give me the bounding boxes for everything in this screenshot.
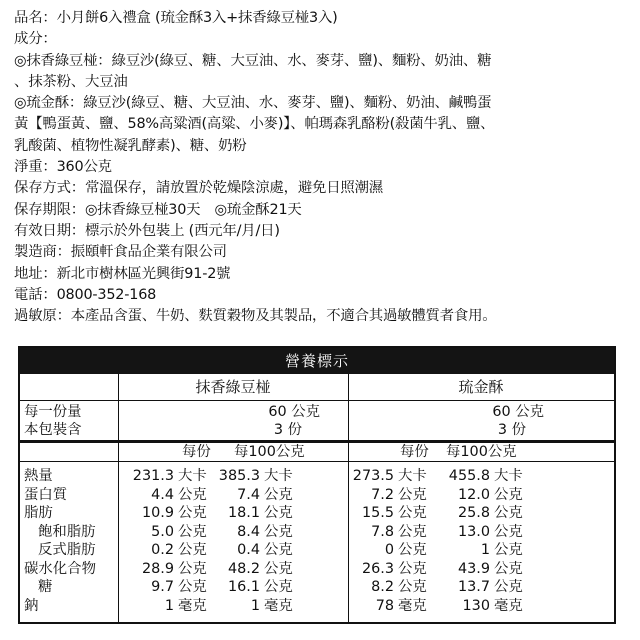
nutrient-unit: 公克	[264, 542, 293, 558]
nutrient-unit: 大卡	[178, 468, 207, 484]
nutrient-unit: 公克	[264, 505, 293, 521]
nutrient-value: 12.0	[457, 486, 490, 503]
info-line: 、抹茶粉、大豆油	[14, 73, 128, 90]
nutrient-label: 糖	[38, 579, 53, 595]
nutrient-value: 8.4	[237, 523, 260, 540]
nutrient-value: 7.8	[371, 523, 394, 540]
info-line: 地址：新北市樹林區光興街91-2號	[14, 265, 231, 282]
nutrition-table	[18, 346, 616, 624]
info-line: 品名：小月餅6入禮盒 (琉金酥3入+抹香綠豆椪3入)	[14, 10, 338, 26]
info-line: ◎琉金酥：綠豆沙(綠豆、糖、大豆油、水、麥芽、鹽)、麵粉、奶油、鹹鴨蛋	[14, 95, 492, 112]
nutrient-unit: 公克	[494, 523, 523, 540]
col-header-per-100g-1: 每100公克	[234, 444, 305, 460]
nutrient-value: 8.2	[371, 579, 394, 595]
col-header-per-100g-2: 每100公克	[446, 444, 517, 460]
nutrient-value: 10.9	[141, 505, 174, 521]
nutrient-value: 7.2	[371, 486, 394, 503]
serving-size-value-2: 60 公克	[492, 404, 544, 420]
nutrient-value: 455.8	[448, 468, 490, 484]
nutrient-unit: 大卡	[264, 468, 293, 484]
nutrient-value: 0.2	[151, 542, 174, 558]
nutrient-value: 13.7	[457, 579, 490, 595]
servings-value-1: 3 份	[273, 422, 302, 438]
nutrient-unit: 毫克	[178, 597, 207, 614]
info-line: 保存期限：◎抹香綠豆椪30天 ◎琉金酥21天	[14, 201, 302, 218]
nutrient-label: 碳水化合物	[24, 560, 96, 577]
nutrient-label: 反式脂肪	[38, 542, 96, 558]
nutrient-unit: 毫克	[398, 597, 427, 614]
nutrient-value: 9.7	[151, 579, 174, 595]
product-header-2: 琉金酥	[458, 378, 504, 396]
nutrient-unit: 公克	[494, 579, 523, 595]
product-header-1: 抹香綠豆椪	[195, 378, 271, 396]
nutrient-unit: 大卡	[494, 468, 523, 484]
nutrient-value: 1	[480, 542, 490, 558]
nutrient-value: 4.4	[151, 486, 174, 503]
nutrient-unit: 公克	[494, 486, 523, 503]
nutrient-value: 1	[250, 597, 260, 614]
info-line: 電話：0800-352-168	[14, 286, 157, 303]
info-line: 成分：	[14, 31, 57, 48]
nutrient-value: 15.5	[361, 505, 394, 521]
nutrient-label: 熱量	[24, 468, 53, 484]
nutrient-unit: 公克	[398, 486, 427, 503]
nutrient-label: 蛋白質	[24, 486, 68, 503]
nutrient-value: 0	[384, 542, 394, 558]
info-line: 製造商：振頤軒食品企業有限公司	[14, 244, 227, 261]
nutrient-label: 脂肪	[24, 505, 53, 521]
info-line: 過敏原：本產品含蛋、牛奶、麩質穀物及其製品，不適合其過敏體質者食用。	[14, 308, 497, 325]
nutrient-label: 飽和脂肪	[38, 523, 96, 540]
info-line: 淨重：360公克	[14, 159, 112, 176]
info-line: 有效日期：標示於外包裝上 (西元年/月/日)	[14, 222, 280, 239]
nutrient-value: 1	[164, 597, 174, 614]
nutrient-value: 7.4	[237, 486, 260, 503]
nutrient-unit: 毫克	[264, 597, 293, 614]
nutrient-unit: 公克	[494, 542, 523, 558]
nutrient-unit: 公克	[178, 486, 207, 503]
nutrient-value: 16.1	[227, 579, 260, 595]
servings-label: 本包裝含	[24, 422, 82, 438]
nutrient-value: 78	[375, 597, 394, 614]
nutrient-value: 130	[462, 597, 490, 614]
nutrient-unit: 公克	[178, 542, 207, 558]
nutrient-unit: 公克	[264, 523, 293, 540]
nutrient-label: 鈉	[24, 597, 39, 614]
nutrient-value: 28.9	[141, 560, 174, 577]
nutrient-unit: 公克	[398, 579, 427, 595]
nutrient-unit: 公克	[264, 579, 293, 595]
nutrient-unit: 公克	[398, 560, 427, 577]
nutrient-value: 231.3	[132, 468, 174, 484]
nutrition-title: 營養標示	[20, 348, 614, 374]
nutrient-unit: 公克	[398, 505, 427, 521]
divider	[20, 400, 614, 401]
info-line: 保存方式：常溫保存，請放置於乾燥陰涼處，避免日照潮濕	[14, 180, 383, 197]
nutrient-value: 18.1	[227, 505, 260, 521]
nutrient-value: 385.3	[218, 468, 260, 484]
nutrient-unit: 公克	[494, 560, 523, 577]
product-info	[14, 8, 630, 327]
divider	[20, 440, 614, 443]
nutrient-unit: 公克	[494, 505, 523, 521]
nutrient-unit: 公克	[398, 542, 427, 558]
col-header-per-serving-1: 每份	[182, 444, 211, 460]
nutrient-value: 48.2	[227, 560, 260, 577]
nutrient-unit: 公克	[398, 523, 427, 540]
nutrient-value: 5.0	[151, 523, 174, 540]
nutrient-value: 273.5	[352, 468, 394, 484]
nutrient-value: 13.0	[457, 523, 490, 540]
divider	[20, 461, 614, 462]
nutrient-unit: 大卡	[398, 468, 427, 484]
serving-size-label: 每一份量	[24, 404, 82, 420]
nutrient-unit: 公克	[178, 579, 207, 595]
nutrient-value: 43.9	[457, 560, 490, 577]
nutrient-unit: 公克	[264, 486, 293, 503]
nutrient-value: 26.3	[361, 560, 394, 577]
nutrient-unit: 公克	[178, 523, 207, 540]
nutrient-unit: 毫克	[494, 597, 523, 614]
nutrient-unit: 公克	[264, 560, 293, 577]
col-header-per-serving-2: 每份	[400, 444, 429, 460]
info-line: ◎抹香綠豆椪：綠豆沙(綠豆、糖、大豆油、水、麥芽、鹽)、麵粉、奶油、糖	[14, 52, 492, 69]
info-line: 乳酸菌、植物性凝乳酵素)、糖、奶粉	[14, 137, 247, 154]
nutrient-unit: 公克	[178, 505, 207, 521]
serving-size-value-1: 60 公克	[268, 404, 320, 420]
info-line: 黃【鴨蛋黃、鹽、58%高粱酒(高粱、小麥)】、帕瑪森乳酪粉(殺菌牛乳、鹽、	[14, 116, 495, 133]
nutrient-value: 0.4	[237, 542, 260, 558]
nutrient-value: 25.8	[457, 505, 490, 521]
servings-value-2: 3 份	[497, 422, 526, 438]
nutrient-unit: 公克	[178, 560, 207, 577]
